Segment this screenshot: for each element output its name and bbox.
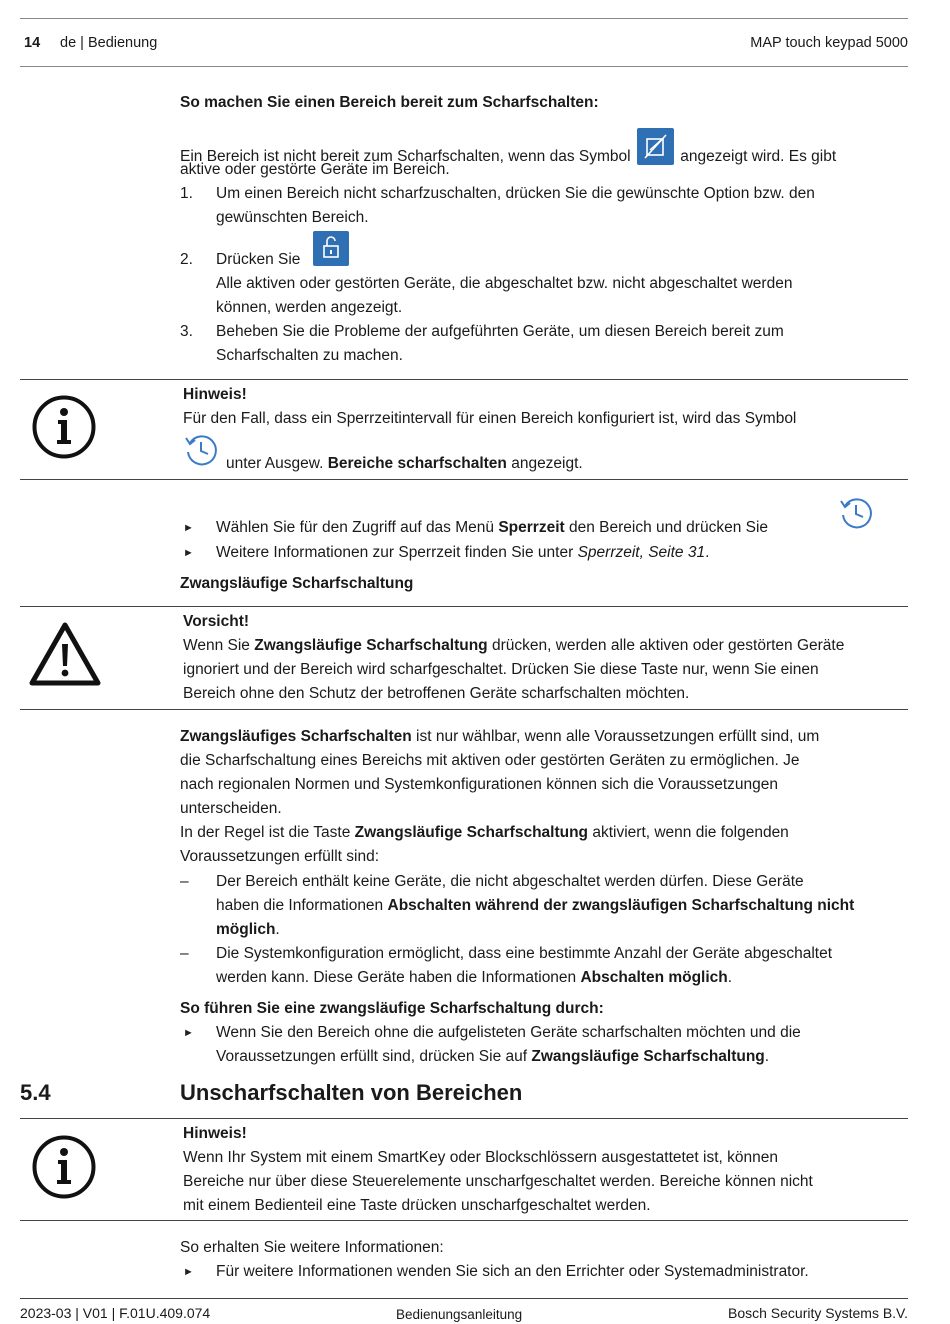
unlock-button-icon	[313, 231, 349, 266]
sperrzeit-link[interactable]: Sperrzeit, Seite 31	[577, 544, 706, 561]
note1-rule-top	[20, 379, 908, 380]
note2-line2: Bereiche nur über diese Steuerelemente unscharfgeschaltet werden. Bereiche können nicht	[183, 1173, 813, 1190]
info-circle-icon	[31, 394, 97, 460]
note1-line2	[226, 452, 583, 476]
note2-rule-top	[20, 1118, 908, 1119]
how-line2-b: Zwangsläufige Scharfschaltung	[531, 1048, 765, 1065]
bullet1-a: Wählen Sie für den Zugriff auf das Menü	[216, 519, 495, 536]
bypass-timer-icon	[183, 432, 219, 468]
header-rule-bottom	[20, 66, 908, 67]
forced-p2-b: Zwangsläufige Scharfschaltung	[354, 824, 589, 841]
page-number: 14	[24, 35, 41, 51]
how-line1: Wenn Sie den Bereich ohne die aufgelisteten Geräte scharfschalten möchten und die	[216, 1024, 801, 1041]
note1-rule-bottom	[20, 479, 908, 480]
section-number: 5.4	[20, 1080, 51, 1105]
info-circle-icon	[31, 1134, 97, 1200]
note1-line2-a: unter Ausgew.	[226, 455, 324, 472]
caution-title: Vorsicht!	[183, 613, 250, 630]
bullet1-b: Sperrzeit	[498, 519, 565, 536]
forced-p2-a: In der Regel ist die Taste	[180, 824, 351, 841]
dash2-line2-a: werden kann. Diese Geräte haben die Informationen	[216, 969, 577, 986]
bullet1-line	[216, 516, 768, 540]
caution-rule-bottom	[20, 709, 908, 710]
how-line2	[216, 1045, 769, 1069]
dash1-line3	[216, 918, 280, 942]
section-title: Unscharfschalten von Bereichen	[180, 1080, 523, 1105]
step-2-line3: können, werden angezeigt.	[216, 299, 403, 316]
footer-rule	[20, 1298, 908, 1299]
note1-line1: Für den Fall, dass ein Sperrzeitintervall für einen Bereich konfiguriert ist, wird das Symbol	[183, 410, 797, 427]
forced-heading: Zwangsläufige Scharfschaltung	[180, 575, 414, 592]
info-intro: So erhalten Sie weitere Informationen:	[180, 1239, 444, 1256]
prep-heading: So machen Sie einen Bereich bereit zum Scharfschalten:	[180, 94, 599, 111]
triangle-bullet-icon: ►	[183, 547, 194, 559]
step-1-number: 1.	[180, 185, 193, 202]
prep-intro-a: Ein Bereich ist nicht bereit zum Scharfschalten, wenn das Symbol	[180, 148, 631, 165]
dash1-line3-b: möglich	[216, 921, 276, 938]
dash1-line3-c: .	[275, 921, 280, 938]
forced-p1-line3: nach regionalen Normen und Systemkonfigurationen können sich die Voraussetzungen	[180, 776, 778, 793]
bullet2-a: Weitere Informationen zur Sperrzeit finden Sie unter	[216, 544, 574, 561]
footer-center: Bedienungsanleitung	[396, 1307, 523, 1322]
step-2-line2: Alle aktiven oder gestörten Geräte, die abgeschaltet bzw. nicht abgeschaltet werden	[216, 275, 793, 292]
caution-line1-a: Wenn Sie	[183, 637, 250, 654]
step-3-line2: Scharfschalten zu machen.	[216, 347, 403, 364]
bullet2-c: .	[705, 544, 710, 561]
prep-intro-b: angezeigt wird. Es gibt	[680, 148, 837, 165]
caution-rule-top	[20, 606, 908, 607]
note2-line1: Wenn Ihr System mit einem SmartKey oder Blockschlössern ausgestattetet ist, können	[183, 1149, 779, 1166]
how-heading: So führen Sie eine zwangsläufige Scharfschaltung durch:	[180, 1000, 604, 1017]
dash1-line2-b: Abschalten während der zwangsläufigen Scharfschaltung nicht	[387, 897, 855, 914]
footer-left: 2023-03 | V01 | F.01U.409.074	[20, 1305, 211, 1321]
step-2-text: Drücken Sie	[216, 251, 301, 268]
forced-p2-line1	[180, 821, 789, 845]
warning-triangle-icon	[27, 620, 103, 688]
dash-bullet-1: –	[180, 873, 189, 890]
note2-rule-bottom	[20, 1220, 908, 1221]
dash2-line2	[216, 966, 732, 990]
note1-line2-c: angezeigt.	[511, 455, 583, 472]
caution-line2: ignoriert und der Bereich wird scharfgeschaltet. Drücken Sie diese Taste nur, wenn Sie einen	[183, 661, 819, 678]
not-ready-symbol-icon	[637, 128, 674, 165]
step-1-line1: Um einen Bereich nicht scharfzuschalten, drücken Sie die gewünschte Option bzw. den	[216, 185, 815, 202]
how-line2-c: .	[764, 1048, 770, 1065]
dash-bullet-2: –	[180, 945, 189, 962]
note1-title: Hinweis!	[183, 386, 247, 403]
forced-p2-line2: Voraussetzungen erfüllt sind:	[180, 848, 380, 865]
forced-p1-b: ist nur wählbar, wenn alle Voraussetzungen erfüllt sind, um	[416, 728, 820, 745]
forced-p1-line4: unterscheiden.	[180, 800, 282, 817]
dash2-line1: Die Systemkonfiguration ermöglicht, dass eine bestimmte Anzahl der Geräte abgeschaltet	[216, 945, 833, 962]
info-bullet: Für weitere Informationen wenden Sie sich an den Errichter oder Systemadministrator.	[216, 1263, 809, 1280]
forced-p1-a: Zwangsläufiges Scharfschalten	[180, 728, 412, 745]
step-2-number: 2.	[180, 251, 193, 268]
dash1-line2-a: haben die Informationen	[216, 897, 384, 914]
triangle-bullet-icon: ►	[183, 1266, 194, 1278]
bullet1-c: den Bereich und drücken Sie	[568, 519, 769, 536]
bypass-timer-icon	[838, 495, 874, 531]
note1-line2-b: Bereiche scharfschalten	[327, 455, 507, 472]
caution-line1-c: drücken, werden alle aktiven oder gestörten Geräte	[491, 637, 845, 654]
prep-intro-c: aktive oder gestörte Geräte im Bereich.	[180, 161, 450, 178]
bullet2-line	[216, 541, 709, 565]
forced-p1-line1	[180, 725, 819, 749]
caution-line3: Bereich ohne den Schutz der betroffenen Geräte scharfschalten möchten.	[183, 685, 690, 702]
dash2-line2-b: Abschalten möglich	[580, 969, 728, 986]
dash1-line1: Der Bereich enthält keine Geräte, die nicht abgeschaltet werden dürfen. Diese Geräte	[216, 873, 804, 890]
dash1-line2	[216, 894, 854, 918]
dash2-line2-c: .	[727, 969, 733, 986]
triangle-bullet-icon: ►	[183, 1027, 194, 1039]
footer-right: Bosch Security Systems B.V.	[728, 1305, 908, 1321]
step-3-line1: Beheben Sie die Probleme der aufgeführten Geräte, um diesen Bereich bereit zum	[216, 323, 784, 340]
header-product: MAP touch keypad 5000	[750, 35, 908, 51]
forced-p1-line2: die Scharfschaltung eines Bereichs mit aktiven oder gestörten Geräten zu ermöglichen. Je	[180, 752, 800, 769]
caution-line1-b: Zwangsläufige Scharfschaltung	[254, 637, 488, 654]
note2-title: Hinweis!	[183, 1125, 247, 1142]
triangle-bullet-icon: ►	[183, 522, 194, 534]
header-section: de | Bedienung	[60, 35, 158, 51]
caution-line1	[183, 634, 908, 658]
step-1-line2: gewünschten Bereich.	[216, 209, 369, 226]
step-3-number: 3.	[180, 323, 193, 340]
forced-p2-c: aktiviert, wenn die folgenden	[592, 824, 789, 841]
note2-line3: mit einem Bedienteil eine Taste drücken unscharfgeschaltet werden.	[183, 1197, 651, 1214]
how-line2-a: Voraussetzungen erfüllt sind, drücken Sie auf	[216, 1048, 528, 1065]
header-rule-top	[20, 18, 908, 19]
step-2-line1	[216, 248, 300, 272]
